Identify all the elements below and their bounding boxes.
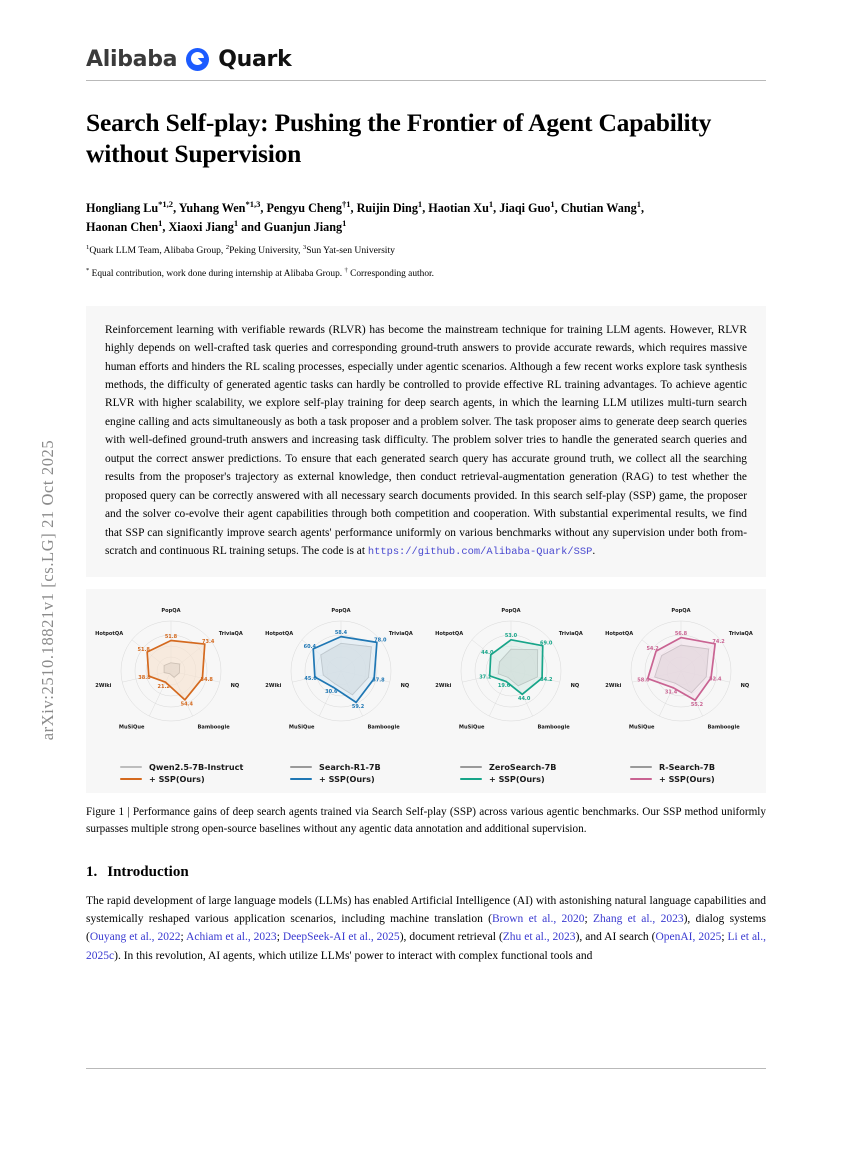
legend-label-ssp: + SSP(Ours) [319,774,375,785]
legend-group-4 [596,762,766,784]
svg-text:MuSiQue: MuSiQue [628,724,655,731]
svg-text:21.2: 21.2 [157,684,170,691]
svg-text:53.0: 53.0 [504,633,518,640]
svg-text:52.4: 52.4 [709,676,722,683]
paragraph-text: ), document retrieval ( [399,931,503,944]
legend-label-baseline: ZeroSearch-7B [489,762,557,773]
legend-swatch-ssp [290,778,312,781]
legend-label-ssp: + SSP(Ours) [489,774,545,785]
legend-group-2 [256,762,426,784]
svg-text:PopQA: PopQA [671,608,691,615]
author-notes: * Equal contribution, work done during internship at Alibaba Group. † Corresponding author. [86,267,434,280]
svg-text:59.2: 59.2 [351,704,365,711]
legend-swatch-baseline [460,766,482,769]
legend-label-baseline: Search-R1-7B [319,762,381,773]
legend-label-baseline: R-Search-7B [659,762,716,773]
svg-text:58.4: 58.4 [334,630,348,637]
svg-text:TriviaQA: TriviaQA [218,631,243,638]
svg-text:HotpotQA: HotpotQA [605,631,634,638]
svg-text:73.4: 73.4 [202,639,215,646]
section-number: 1. [86,863,98,880]
radar-chart-row [86,589,766,757]
abstract-block [86,306,766,577]
quark-circle-icon [186,48,209,71]
legend-entry-baseline [460,762,596,772]
svg-text:44.0: 44.0 [481,649,494,656]
svg-text:2Wiki: 2Wiki [265,682,282,689]
legend-entry-baseline [120,762,256,772]
figure-legend [86,757,766,793]
arxiv-stamp: arXiv:2510.18821v1 [cs.LG] 21 Oct 2025 [38,439,57,741]
svg-text:NQ: NQ [400,682,410,689]
affiliations: $^1$Quark LLM Team, Alibaba Group, $^2$Peking University, $^3$Sun Yat-sen University [86,243,395,257]
section-title: Introduction [107,863,189,880]
svg-text:54.2: 54.2 [646,646,659,653]
radar-chart-panel-2 [256,593,426,757]
intro-paragraph [86,892,766,966]
legend-entry-ssp [630,774,766,784]
paragraph-text: ; [721,931,728,944]
citation-link[interactable]: Li et al., 2025c [86,931,766,962]
paragraph-text: ). In this revolution, AI agents, which utilize LLMs' power to interact with complex functional tools and [114,949,593,962]
svg-text:TriviaQA: TriviaQA [558,631,583,638]
svg-text:54.8: 54.8 [200,677,213,684]
content-column [86,0,766,965]
brand-quark-wordmark: Quark [218,46,292,72]
author-list: Hongliang Lu$^{*1,2}$, Yuhang Wen$^{*1,3}$, Pengyu Cheng$^{\dagger 1}$, Ruijin Ding$^1$, Haotian Xu$^1$, Jiaqi Guo$^1$, Chutian Wang$^1$, Haonan Chen$^1$, Xiaoxi Jiang$^1$ and Guanjun Jiang$^1$ [86,199,645,235]
svg-text:HotpotQA: HotpotQA [435,631,464,638]
svg-text:19.6: 19.6 [497,683,511,690]
svg-text:TriviaQA: TriviaQA [728,631,753,638]
legend-group-3 [426,762,596,784]
svg-text:PopQA: PopQA [161,608,181,615]
legend-label-ssp: + SSP(Ours) [149,774,205,785]
svg-text:51.8: 51.8 [164,633,178,640]
svg-text:NQ: NQ [740,682,750,689]
paragraph-text: The rapid development of large language models (LLMs) has enabled Artificial Intelligence (AI) with astonishing natural language capabilities and systemically reshaped various application scenarios, including machine translation ( [86,894,766,926]
page-title: Search Self-play: Pushing the Frontier of Agent Capability without Supervision [86,108,712,169]
svg-text:MuSiQue: MuSiQue [118,724,145,731]
code-repo-link[interactable]: https://github.com/Alibaba-Quark/SSP [367,546,593,559]
svg-text:44.0: 44.0 [517,696,531,703]
legend-group-1 [86,762,256,784]
paragraph-text: ; [180,931,187,944]
svg-text:51.8: 51.8 [137,647,150,654]
svg-text:30.6: 30.6 [325,689,338,696]
abstract-text: Reinforcement learning with verifiable rewards (RLVR) has become the mainstream technique for training LLM agents. However, RLVR highly depends on well-crafted task queries and corresponding ground-truth answers to provide accurate rewards, which requires massive human efforts and hinders the RL scaling processes, especially under agentic scenarios. Although a few recent works explore task synthesis methods, the difficulty of generated agentic tasks can hardly be controlled to provide effective RL training advantages. To achieve agentic RLVR with higher scalability, we explore self-play training for deep search agents, in which the learning LLM utilizes multi-turn search engine calling and acts simultaneously as both a task proposer and a problem solver. The task proposer aims to generate deep search queries with well-defined ground-truth answers and increasing task difficulty. The problem solver tries to handle the generated search queries and output the correct answer predictions. To ensure that each generated search query has accurate ground truth, we collect all the searching results from the proposer's trajectory as external knowledge, then conduct retrieval-augmentation generation (RAG) to test whether the proposed query can be correctly answered with all necessary search documents provided. In this search self-play (SSP) game, the proposer and the solver co-evolve their agent capabilities through both competition and cooperation. With substantial experimental results, we find that SSP can significantly improve search agents' performance uniformly on various benchmarks without any supervision under both from-scratch and continuous RL training setups. The code is at [105,323,747,558]
svg-text:56.8: 56.8 [674,631,688,638]
legend-swatch-baseline [630,766,652,769]
brand-logo [86,44,766,74]
legend-entry-baseline [630,762,766,772]
svg-text:PopQA: PopQA [501,608,521,615]
svg-text:2Wiki: 2Wiki [605,682,622,689]
paragraph-text: ), and AI search ( [575,931,656,944]
svg-text:Bamboogle: Bamboogle [197,724,230,731]
figure-caption-label: Figure 1 | [86,806,130,819]
svg-text:54.4: 54.4 [180,701,193,708]
svg-text:69.0: 69.0 [540,640,553,647]
legend-swatch-ssp [120,778,142,781]
citation-link[interactable]: Achiam et al., 2023 [186,931,277,944]
legend-entry-ssp [120,774,256,784]
svg-text:MuSiQue: MuSiQue [458,724,485,731]
citation-link[interactable]: Ouyang et al., 2022 [89,931,181,944]
legend-swatch-baseline [290,766,312,769]
svg-text:78.0: 78.0 [374,637,387,644]
citation-link[interactable]: DeepSeek-AI et al., 2025 [282,931,400,944]
citation-link[interactable]: Brown et al., 2020 [492,913,585,926]
figure-caption [86,804,766,838]
legend-entry-baseline [290,762,426,772]
svg-text:55.2: 55.2 [690,702,704,709]
svg-text:60.4: 60.4 [303,643,316,650]
svg-text:MuSiQue: MuSiQue [288,724,315,731]
brand-alibaba-wordmark: Alibaba [86,46,178,72]
figure-1 [86,589,766,838]
svg-text:PopQA: PopQA [331,608,351,615]
svg-text:54.2: 54.2 [540,676,553,683]
radar-chart-panel-1 [86,593,256,757]
svg-text:NQ: NQ [230,682,240,689]
figure-caption-text: Performance gains of deep search agents trained via Search Self-play (SSP) across various agentic benchmarks. Our SSP method uniformly surpasses multiple strong open-source baselines without any agentic data annotation and additional supervision. [86,806,767,835]
legend-label-ssp: + SSP(Ours) [659,774,715,785]
radar-chart-panel-3 [426,593,596,757]
svg-text:TriviaQA: TriviaQA [388,631,413,638]
citation-link[interactable]: Zhang et al., 2023 [593,913,684,926]
legend-swatch-ssp [460,778,482,781]
svg-text:HotpotQA: HotpotQA [95,631,124,638]
legend-entry-ssp [290,774,426,784]
svg-text:NQ: NQ [570,682,580,689]
legend-swatch-baseline [120,766,142,769]
citation-link[interactable]: OpenAI, 2025 [655,931,722,944]
footer-divider [86,1068,766,1069]
paragraph-text: ), dialog systems ( [86,913,767,944]
svg-text:37.2: 37.2 [479,674,492,681]
svg-text:38.8: 38.8 [138,674,151,681]
legend-entry-ssp [460,774,596,784]
header-divider [86,80,766,81]
svg-text:2Wiki: 2Wiki [95,682,112,689]
svg-text:Bamboogle: Bamboogle [707,724,740,731]
svg-text:Bamboogle: Bamboogle [367,724,400,731]
svg-text:2Wiki: 2Wiki [435,682,452,689]
citation-link[interactable]: Zhu et al., 2023 [502,931,576,944]
legend-label-baseline: Qwen2.5-7B-Instruct [149,762,244,773]
paragraph-text: ; [584,913,593,926]
section-heading-introduction [86,864,766,881]
svg-text:HotpotQA: HotpotQA [265,631,294,638]
svg-text:58.0: 58.0 [637,677,650,684]
svg-text:Bamboogle: Bamboogle [537,724,570,731]
abstract-period: . [592,545,596,558]
paragraph-text: ; [276,931,283,944]
radar-chart-panel-4 [596,593,766,757]
svg-text:57.8: 57.8 [372,677,385,684]
svg-text:74.2: 74.2 [712,638,725,645]
legend-swatch-ssp [630,778,652,781]
svg-text:45.6: 45.6 [304,675,317,682]
svg-text:31.4: 31.4 [664,689,678,696]
